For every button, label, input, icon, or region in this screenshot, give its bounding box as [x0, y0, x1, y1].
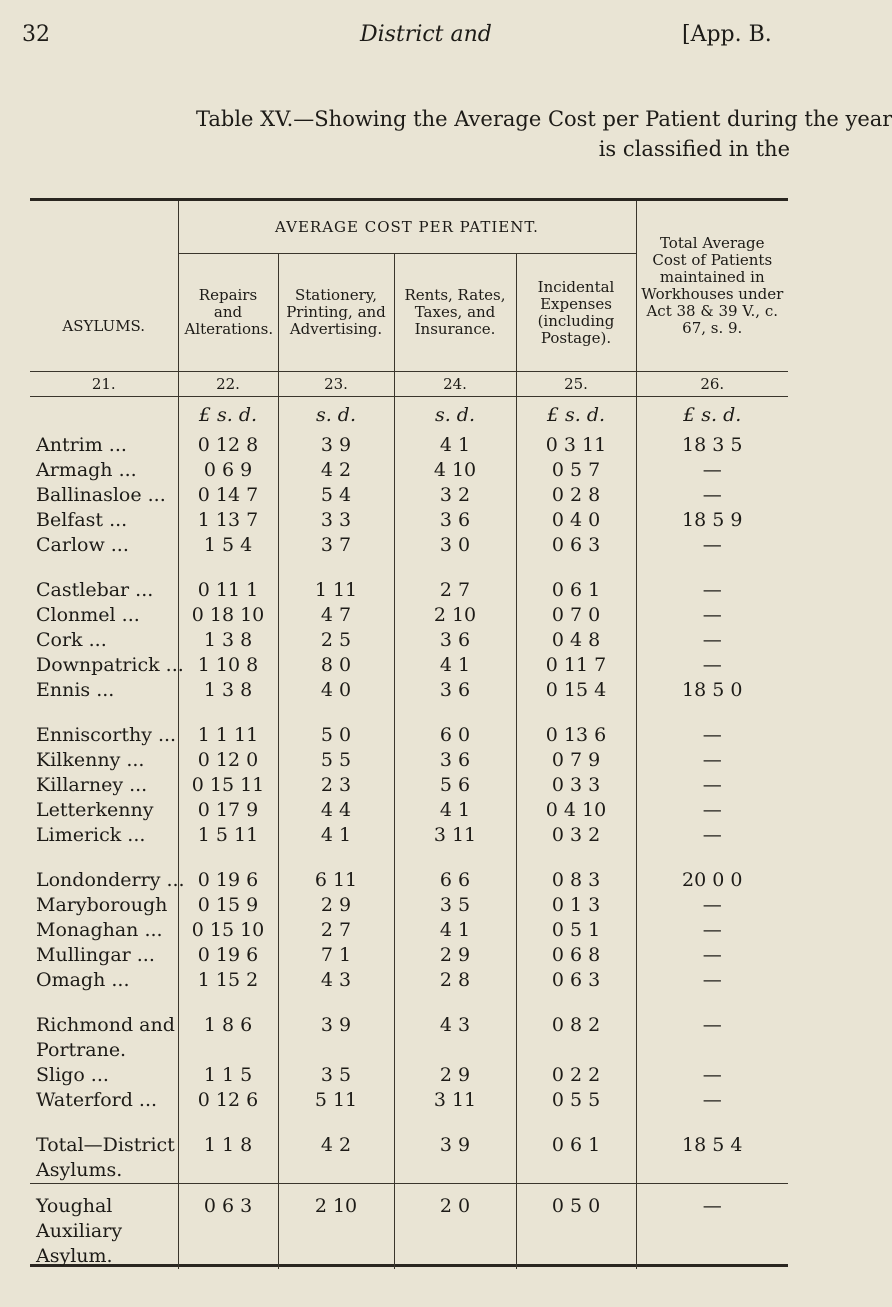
gap-cell	[278, 558, 394, 578]
cell-total: —	[636, 968, 788, 993]
asylum-name: Killarney ...	[36, 774, 148, 796]
cell-repairs: 1 13 7	[178, 508, 278, 533]
gap-cell	[178, 558, 278, 578]
gap-cell	[516, 1184, 636, 1195]
cell-repairs: 1 1 5	[178, 1063, 278, 1088]
asylum-name: Youghal Auxiliary Asylum.	[36, 1195, 123, 1267]
cell-incidental: 0 8 3	[516, 868, 636, 893]
cell-total: —	[636, 918, 788, 943]
asylum-name: Omagh ...	[36, 969, 130, 991]
gap-cell	[516, 848, 636, 868]
cell-stationery: 2 9	[278, 893, 394, 918]
cell-incidental: 0 11 7	[516, 653, 636, 678]
table-row	[30, 628, 788, 653]
table-row	[30, 723, 788, 748]
cell-rents: 6 6	[394, 868, 516, 893]
cell-rents: 2 0	[394, 1194, 516, 1269]
cell-stationery: 8 0	[278, 653, 394, 678]
cell-stationery: 3 9	[278, 1013, 394, 1063]
table-caption	[60, 104, 892, 164]
cell-rents: 3 6	[394, 748, 516, 773]
cell-stationery: 2 5	[278, 628, 394, 653]
running-head	[0, 22, 800, 52]
cell-total: 18 5 4	[636, 1133, 788, 1184]
cell-rents: 4 10	[394, 458, 516, 483]
row-gap	[30, 1113, 788, 1133]
table-row	[30, 508, 788, 533]
col-number: 26.	[636, 372, 788, 397]
asylum-name: Antrim ...	[36, 434, 127, 456]
table-row	[30, 868, 788, 893]
cell-repairs: 0 19 6	[178, 943, 278, 968]
cell-rents: 3 9	[394, 1133, 516, 1184]
cell-total: —	[636, 798, 788, 823]
cell-incidental: 0 6 8	[516, 943, 636, 968]
asylum-name: Clonmel ...	[36, 604, 140, 626]
unit-label: s. d.	[278, 397, 394, 434]
gap-cell	[636, 1184, 788, 1195]
gap-cell	[394, 1113, 516, 1133]
cell-repairs: 0 17 9	[178, 798, 278, 823]
cell-incidental: 0 3 3	[516, 773, 636, 798]
page-number: 32	[22, 22, 50, 47]
col-incidental-header: Incidental Expenses (including Postage).	[516, 254, 636, 372]
unit-label: £ s. d.	[636, 397, 788, 434]
gap-cell	[278, 703, 394, 723]
row-gap	[30, 558, 788, 578]
unit-label: £ s. d.	[516, 397, 636, 434]
asylum-name: Mullingar ...	[36, 944, 155, 966]
cell-total: —	[636, 603, 788, 628]
gap-cell	[394, 1184, 516, 1195]
cell-stationery: 4 2	[278, 458, 394, 483]
running-title: District and	[360, 22, 492, 47]
table-row	[30, 458, 788, 483]
row-gap	[30, 1184, 788, 1195]
table-row	[30, 943, 788, 968]
cell-stationery: 4 7	[278, 603, 394, 628]
table-row	[30, 678, 788, 703]
cell-incidental: 0 5 5	[516, 1088, 636, 1113]
asylum-name: Total—District Asylums.	[36, 1134, 175, 1181]
cell-rents: 2 9	[394, 1063, 516, 1088]
cell-total: —	[636, 773, 788, 798]
gap-cell	[636, 703, 788, 723]
asylum-name: Enniscorthy ...	[36, 724, 177, 746]
cell-repairs: 0 12 0	[178, 748, 278, 773]
cell-total: —	[636, 1013, 788, 1063]
cell-incidental: 0 15 4	[516, 678, 636, 703]
row-gap	[30, 993, 788, 1013]
cell-rents: 3 11	[394, 823, 516, 848]
gap-cell	[636, 993, 788, 1013]
cell-repairs: 0 14 7	[178, 483, 278, 508]
gap-cell	[516, 558, 636, 578]
cell-rents: 3 11	[394, 1088, 516, 1113]
cell-rents: 5 6	[394, 773, 516, 798]
cell-rents: 4 1	[394, 798, 516, 823]
cell-rents: 2 10	[394, 603, 516, 628]
table-row	[30, 533, 788, 558]
gap-cell	[30, 1184, 178, 1195]
cell-repairs: 0 18 10	[178, 603, 278, 628]
table-row	[30, 483, 788, 508]
cell-stationery: 3 9	[278, 433, 394, 458]
cell-total: —	[636, 483, 788, 508]
cell-incidental: 0 3 11	[516, 433, 636, 458]
col-total-workhouse-header: Total Average Cost of Patients maintained in Workhouses under Act 38 & 39 V., c. 67, s. 9.	[636, 201, 788, 372]
cell-repairs: 1 10 8	[178, 653, 278, 678]
cell-rents: 3 0	[394, 533, 516, 558]
table-row	[30, 1133, 788, 1184]
table-row	[30, 653, 788, 678]
gap-cell	[30, 848, 178, 868]
gap-cell	[30, 558, 178, 578]
cell-rents: 2 7	[394, 578, 516, 603]
col-number: 24.	[394, 372, 516, 397]
cell-repairs: 0 11 1	[178, 578, 278, 603]
cell-total: —	[636, 1194, 788, 1269]
cell-total: —	[636, 533, 788, 558]
asylum-name: Maryborough	[36, 894, 168, 916]
asylum-name: Letterkenny	[36, 799, 154, 821]
asylum-name: Londonderry ...	[36, 869, 185, 891]
cell-rents: 2 9	[394, 943, 516, 968]
cell-incidental: 0 7 9	[516, 748, 636, 773]
cell-repairs: 0 15 11	[178, 773, 278, 798]
cell-incidental: 0 6 3	[516, 968, 636, 993]
gap-cell	[516, 1113, 636, 1133]
asylum-name: Waterford ...	[36, 1089, 158, 1111]
col-number: 22.	[178, 372, 278, 397]
cell-repairs: 0 12 6	[178, 1088, 278, 1113]
table-row	[30, 433, 788, 458]
asylum-name: Limerick ...	[36, 824, 146, 846]
table-row	[30, 1088, 788, 1113]
gap-cell	[30, 703, 178, 723]
gap-cell	[394, 848, 516, 868]
cell-stationery: 4 3	[278, 968, 394, 993]
unit-label	[30, 397, 178, 434]
cell-stationery: 4 1	[278, 823, 394, 848]
cell-repairs: 0 15 9	[178, 893, 278, 918]
cell-total: —	[636, 823, 788, 848]
cell-stationery: 5 5	[278, 748, 394, 773]
table-row	[30, 798, 788, 823]
cell-incidental: 0 2 2	[516, 1063, 636, 1088]
cell-rents: 3 6	[394, 628, 516, 653]
gap-cell	[278, 848, 394, 868]
asylum-name: Ballinasloe ...	[36, 484, 166, 506]
gap-cell	[178, 848, 278, 868]
asylum-name: Cork ...	[36, 629, 107, 651]
cell-stationery: 2 10	[278, 1194, 394, 1269]
cell-repairs: 1 3 8	[178, 628, 278, 653]
cell-incidental: 0 6 1	[516, 578, 636, 603]
cell-repairs: 1 1 11	[178, 723, 278, 748]
cell-incidental: 0 7 0	[516, 603, 636, 628]
gap-cell	[178, 1113, 278, 1133]
table-row	[30, 773, 788, 798]
cell-incidental: 0 4 8	[516, 628, 636, 653]
table-row	[30, 578, 788, 603]
cell-rents: 3 2	[394, 483, 516, 508]
cell-incidental: 0 5 7	[516, 458, 636, 483]
cell-incidental: 0 6 3	[516, 533, 636, 558]
cost-table	[30, 198, 788, 1267]
gap-cell	[30, 1113, 178, 1133]
gap-cell	[278, 993, 394, 1013]
unit-label: £ s. d.	[178, 397, 278, 434]
table-row	[30, 1063, 788, 1088]
gap-cell	[636, 848, 788, 868]
cell-rents: 3 6	[394, 508, 516, 533]
table-row	[30, 968, 788, 993]
cell-incidental: 0 5 1	[516, 918, 636, 943]
table-row	[30, 823, 788, 848]
cell-stationery: 5 11	[278, 1088, 394, 1113]
cell-total: —	[636, 723, 788, 748]
cell-total: —	[636, 748, 788, 773]
cell-repairs: 0 12 8	[178, 433, 278, 458]
asylum-name: Ennis ...	[36, 679, 115, 701]
caption-line-1: Table XV.—Showing the Average Cost per Patient during the year	[196, 107, 892, 131]
asylums-header: ASYLUMS.	[62, 316, 146, 335]
asylum-name: Monaghan ...	[36, 919, 163, 941]
cell-rents: 3 5	[394, 893, 516, 918]
col-repairs-header: Repairs and Alterations.	[178, 254, 278, 372]
cell-repairs: 1 15 2	[178, 968, 278, 993]
caption-line-2: is classified in the	[598, 137, 790, 161]
cell-stationery: 3 5	[278, 1063, 394, 1088]
cell-stationery: 3 7	[278, 533, 394, 558]
cell-stationery: 4 2	[278, 1133, 394, 1184]
asylum-name: Kilkenny ...	[36, 749, 145, 771]
asylum-name: Downpatrick ...	[36, 654, 184, 676]
unit-label: s. d.	[394, 397, 516, 434]
cell-repairs: 1 1 8	[178, 1133, 278, 1184]
cell-rents: 4 1	[394, 918, 516, 943]
gap-cell	[394, 993, 516, 1013]
cell-rents: 2 8	[394, 968, 516, 993]
average-cost-group-header: AVERAGE COST PER PATIENT.	[178, 201, 636, 254]
cell-rents: 4 3	[394, 1013, 516, 1063]
cell-stationery: 4 4	[278, 798, 394, 823]
table-row	[30, 1194, 788, 1269]
table-row	[30, 603, 788, 628]
cell-rents: 6 0	[394, 723, 516, 748]
cell-incidental: 0 6 1	[516, 1133, 636, 1184]
cell-incidental: 0 3 2	[516, 823, 636, 848]
gap-cell	[278, 1184, 394, 1195]
cell-incidental: 0 4 0	[516, 508, 636, 533]
gap-cell	[636, 558, 788, 578]
col-rents-header: Rents, Rates, Taxes, and Insurance.	[394, 254, 516, 372]
row-gap	[30, 703, 788, 723]
asylum-name: Belfast ...	[36, 509, 128, 531]
cell-incidental: 0 4 10	[516, 798, 636, 823]
cell-total: 18 5 9	[636, 508, 788, 533]
gap-cell	[178, 1184, 278, 1195]
gap-cell	[278, 1113, 394, 1133]
asylum-name: Carlow ...	[36, 534, 129, 556]
cell-stationery: 6 11	[278, 868, 394, 893]
col-number: 25.	[516, 372, 636, 397]
cell-stationery: 5 4	[278, 483, 394, 508]
cell-total: —	[636, 1088, 788, 1113]
gap-cell	[178, 703, 278, 723]
cell-total: —	[636, 458, 788, 483]
cell-total: 18 5 0	[636, 678, 788, 703]
cell-incidental: 0 2 8	[516, 483, 636, 508]
row-gap	[30, 848, 788, 868]
cell-repairs: 0 15 10	[178, 918, 278, 943]
cell-total: —	[636, 628, 788, 653]
gap-cell	[394, 558, 516, 578]
cell-total: 20 0 0	[636, 868, 788, 893]
gap-cell	[178, 993, 278, 1013]
cell-repairs: 1 3 8	[178, 678, 278, 703]
gap-cell	[394, 703, 516, 723]
cell-total: 18 3 5	[636, 433, 788, 458]
cell-repairs: 1 5 4	[178, 533, 278, 558]
cell-total: —	[636, 1063, 788, 1088]
table-row	[30, 1013, 788, 1063]
cell-repairs: 0 6 9	[178, 458, 278, 483]
cell-incidental: 0 1 3	[516, 893, 636, 918]
gap-cell	[516, 993, 636, 1013]
col-number: 21.	[30, 372, 178, 397]
asylum-name: Castlebar ...	[36, 579, 154, 601]
gap-cell	[516, 703, 636, 723]
cell-repairs: 1 8 6	[178, 1013, 278, 1063]
cell-stationery: 2 7	[278, 918, 394, 943]
table-row	[30, 748, 788, 773]
col-stationery-header: Stationery, Printing, and Advertising.	[278, 254, 394, 372]
cell-incidental: 0 5 0	[516, 1194, 636, 1269]
cell-stationery: 5 0	[278, 723, 394, 748]
cell-stationery: 7 1	[278, 943, 394, 968]
cell-total: —	[636, 653, 788, 678]
asylum-name: Richmond and Portrane.	[36, 1014, 175, 1061]
cell-rents: 3 6	[394, 678, 516, 703]
table-row	[30, 918, 788, 943]
cell-repairs: 0 19 6	[178, 868, 278, 893]
asylum-name: Sligo ...	[36, 1064, 109, 1086]
cell-incidental: 0 8 2	[516, 1013, 636, 1063]
cell-total: —	[636, 893, 788, 918]
cell-total: —	[636, 943, 788, 968]
cell-total: —	[636, 578, 788, 603]
col-number: 23.	[278, 372, 394, 397]
cell-stationery: 4 0	[278, 678, 394, 703]
appendix-label: [App. B.	[682, 22, 772, 47]
cell-stationery: 2 3	[278, 773, 394, 798]
cost-table-grid	[30, 201, 788, 1269]
asylum-name: Armagh ...	[36, 459, 137, 481]
cell-stationery: 3 3	[278, 508, 394, 533]
cell-repairs: 1 5 11	[178, 823, 278, 848]
cell-rents: 4 1	[394, 433, 516, 458]
gap-cell	[30, 993, 178, 1013]
cell-repairs: 0 6 3	[178, 1194, 278, 1269]
cell-rents: 4 1	[394, 653, 516, 678]
cell-stationery: 1 11	[278, 578, 394, 603]
gap-cell	[636, 1113, 788, 1133]
cell-incidental: 0 13 6	[516, 723, 636, 748]
table-row	[30, 893, 788, 918]
